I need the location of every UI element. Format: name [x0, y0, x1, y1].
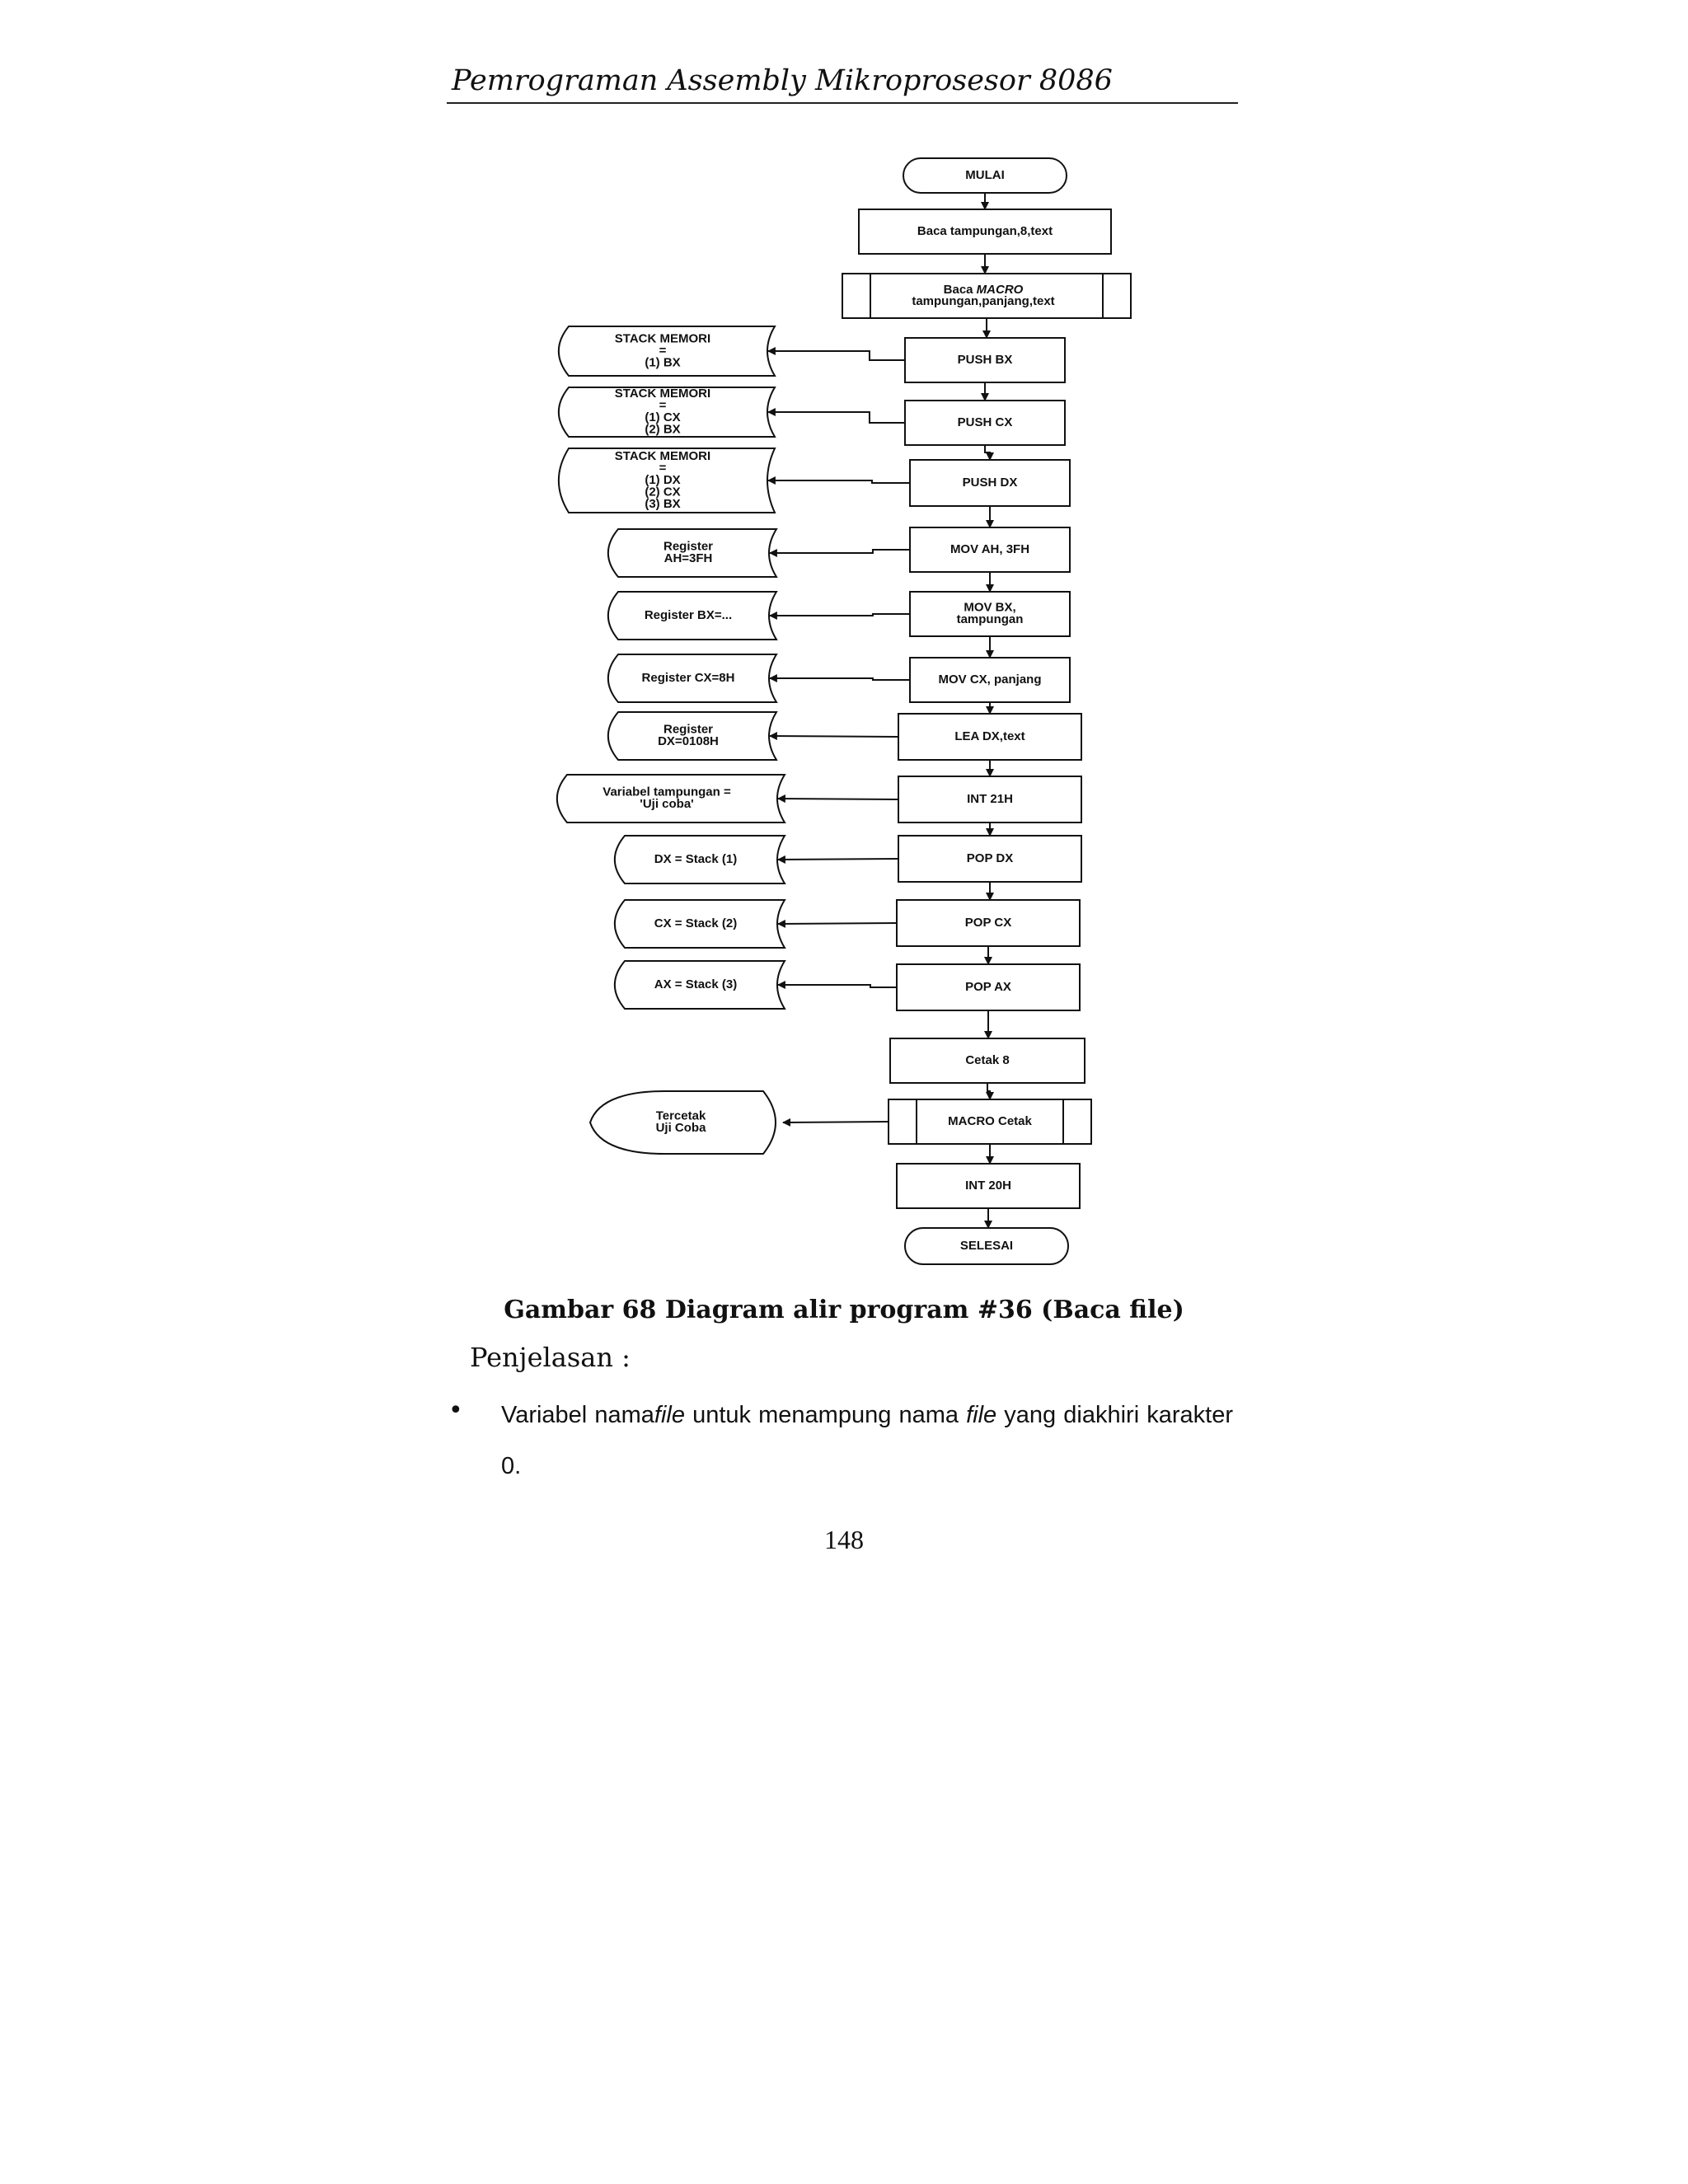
stack-1-label-line: (1) BX	[645, 355, 681, 370]
side-node-cx-stack	[615, 900, 785, 948]
bullet-text-part: untuk menampung nama	[684, 1402, 967, 1428]
macro-cetak-label-line: MACRO Cetak	[948, 1113, 1032, 1128]
flow-node-baca-macro	[842, 274, 1131, 318]
baca-macro-label-line: tampungan,panjang,text	[912, 294, 1055, 309]
mov-ah-label-line: MOV AH, 3FH	[950, 541, 1030, 556]
flow-node-mov-cx	[910, 658, 1070, 702]
mulai-label-line: MULAI	[965, 167, 1005, 182]
reg-cx-label-line: Register CX=8H	[641, 670, 735, 685]
side-arrow	[770, 614, 910, 616]
reg-ah-label-line: Register	[663, 539, 714, 554]
side-node-reg-cx	[608, 654, 776, 702]
reg-ah-label-line: AH=3FH	[663, 551, 713, 566]
reg-dx-label-line: Register	[663, 722, 714, 737]
flow-node-int-20h	[897, 1164, 1080, 1208]
stack-1-label-line: STACK MEMORI	[614, 331, 711, 346]
ax-stack-label-line: AX = Stack (3)	[654, 977, 738, 991]
int-20h-label-line: INT 20H	[965, 1178, 1011, 1193]
flow-node-mov-bx	[910, 592, 1070, 636]
stack-3-label-line: STACK MEMORI	[614, 448, 711, 463]
side-arrow	[778, 985, 897, 987]
side-arrow	[768, 412, 905, 423]
stack-2-label-line: (1) CX	[645, 410, 681, 425]
cx-stack-label-line: CX = Stack (2)	[654, 916, 738, 930]
bullet-marker: •	[448, 1396, 463, 1425]
reg-dx-label-line: DX=0108H	[658, 734, 719, 749]
side-arrow	[778, 923, 897, 924]
bullet-text-part-italic: file	[966, 1402, 997, 1428]
push-cx-label-line: PUSH CX	[957, 415, 1013, 429]
flow-node-push-dx	[910, 460, 1070, 506]
pop-ax-label-line: POP AX	[965, 979, 1011, 994]
page-number: 148	[824, 1525, 864, 1554]
flow-node-mov-ah	[910, 527, 1070, 572]
cetak-8-label-line: Cetak 8	[965, 1052, 1010, 1067]
flow-node-cetak-8	[890, 1038, 1085, 1083]
lea-dx-label-line: LEA DX,text	[954, 729, 1025, 743]
section-heading: Penjelasan :	[470, 1342, 631, 1373]
stack-3-label-line: =	[659, 461, 667, 476]
mov-cx-label-line: MOV CX, panjang	[938, 672, 1042, 687]
int-21h-label-line: INT 21H	[967, 791, 1013, 806]
flow-node-lea-dx	[898, 714, 1081, 760]
side-arrow	[768, 480, 910, 483]
side-node-tercetak	[590, 1091, 776, 1154]
bullet-text-part: yang diakhiri karakter 0.	[501, 1402, 1233, 1479]
side-arrow	[778, 859, 898, 860]
var-tampungan-label-line: 'Uji coba'	[640, 797, 694, 812]
pop-cx-label-line: POP CX	[964, 915, 1012, 930]
tercetak-label-line: Tercetak	[655, 1108, 706, 1123]
flow-node-macro-cetak	[889, 1099, 1091, 1144]
side-arrow	[770, 678, 910, 680]
side-arrow	[770, 550, 910, 553]
dx-stack-label-line: DX = Stack (1)	[654, 851, 738, 866]
side-arrow	[768, 351, 905, 360]
figure-caption: Gambar 68 Diagram alir program #36 (Baca file)	[504, 1296, 1184, 1324]
flow-node-int-21h	[898, 776, 1081, 823]
flow-node-push-bx	[905, 338, 1065, 382]
bullet-text-part: Variabel nama	[501, 1402, 654, 1428]
stack-3-label-line: (1) DX	[645, 472, 681, 487]
flow-node-pop-ax	[897, 964, 1080, 1010]
bullet-text	[501, 1390, 1233, 1492]
var-tampungan-label-line: Variabel tampungan =	[603, 785, 731, 799]
flow-node-selesai	[905, 1228, 1068, 1264]
tercetak-label-line: Uji Coba	[655, 1121, 706, 1136]
stack-2-label-line: =	[659, 398, 667, 413]
side-node-stack-1	[559, 326, 775, 376]
bullet-text-part-italic: file	[654, 1402, 685, 1428]
flow-node-baca-tampungan	[859, 209, 1111, 254]
flow-node-mulai	[903, 158, 1067, 193]
running-header: Pemrograman Assembly Mikroprosesor 8086	[452, 64, 1113, 97]
baca-macro-label-line: Baca MACRO	[943, 282, 1024, 297]
selesai-label-line: SELESAI	[959, 1238, 1014, 1253]
stack-2-label-line: STACK MEMORI	[614, 387, 711, 401]
side-node-reg-ah	[608, 529, 776, 577]
reg-bx-label-line: Register BX=...	[644, 607, 733, 622]
flow-node-push-cx	[905, 401, 1065, 445]
side-node-var-tampungan	[557, 775, 785, 823]
stack-3-label-line: (3) BX	[645, 496, 681, 511]
side-node-stack-2	[559, 387, 775, 437]
side-node-ax-stack	[615, 961, 785, 1009]
side-arrow	[770, 736, 898, 737]
pop-dx-label-line: POP DX	[966, 851, 1014, 865]
stack-1-label-line: =	[659, 343, 667, 358]
push-bx-label-line: PUSH BX	[957, 352, 1013, 367]
stack-3-label-line: (2) CX	[645, 485, 681, 499]
mov-bx-label-line: tampungan	[956, 612, 1024, 627]
mov-bx-label-line: MOV BX,	[964, 600, 1016, 615]
flow-node-pop-cx	[897, 900, 1080, 946]
flow-arrow	[985, 445, 990, 460]
push-dx-label-line: PUSH DX	[962, 475, 1018, 490]
side-node-reg-bx	[608, 592, 776, 640]
flow-arrow	[987, 1083, 990, 1099]
stack-2-label-line: (2) BX	[645, 422, 681, 437]
side-node-dx-stack	[615, 836, 785, 883]
side-node-reg-dx	[608, 712, 776, 760]
baca-tampungan-label-line: Baca tampungan,8,text	[917, 223, 1053, 238]
side-node-stack-3	[559, 448, 775, 513]
flow-node-pop-dx	[898, 836, 1081, 882]
